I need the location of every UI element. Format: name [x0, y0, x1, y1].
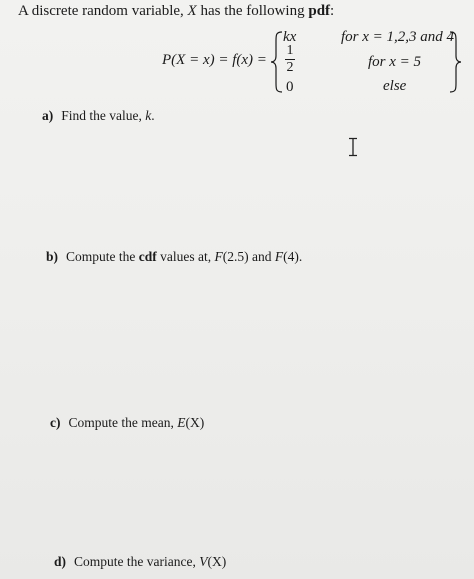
- question-d-arg: (X): [207, 554, 227, 569]
- question-d-math: V: [199, 554, 208, 569]
- question-b-mid: and: [248, 249, 275, 264]
- question-b-arg2: (4): [283, 249, 299, 264]
- pdf-equation-lhs: [162, 52, 267, 69]
- intro-variable: X: [187, 3, 197, 19]
- case-value-kx: kx: [283, 29, 297, 45]
- case-value-zero: 0: [286, 79, 294, 95]
- case-condition-1: for x = 1,2,3 and 4: [341, 29, 455, 45]
- question-b-label: b): [46, 249, 59, 264]
- left-brace: [270, 31, 284, 93]
- question-a-text: Find the value,: [61, 108, 146, 123]
- question-a-math: k: [145, 108, 152, 123]
- question-b: [46, 249, 302, 265]
- question-d-label: d): [54, 554, 67, 569]
- question-c-arg: (X): [185, 415, 205, 430]
- intro-prefix: A discrete random variable,: [18, 3, 184, 19]
- case-condition-3: else: [383, 78, 407, 94]
- question-a-tail: .: [151, 108, 155, 123]
- question-a-label: a): [42, 108, 54, 123]
- question-c-label: c): [50, 415, 61, 430]
- fraction-denominator: 2: [286, 60, 294, 75]
- text-cursor-icon: [347, 137, 359, 157]
- fraction-numerator: 1: [286, 43, 294, 58]
- question-c: [50, 415, 204, 431]
- question-d: [54, 554, 226, 570]
- question-d-text: Compute the variance,: [74, 554, 200, 569]
- question-c-math: E: [177, 415, 186, 430]
- question-b-math1: F: [214, 249, 223, 264]
- question-b-arg1: (2.5): [222, 249, 249, 264]
- intro-suffix: :: [330, 3, 335, 19]
- question-b-cdf: cdf: [138, 249, 157, 264]
- question-b-math2: F: [274, 249, 284, 264]
- problem-intro: [18, 3, 334, 20]
- pdf-lhs-text: P(X = x) = f(x) =: [162, 52, 267, 68]
- question-a: [42, 108, 155, 124]
- intro-pdf-term: pdf: [308, 3, 331, 19]
- question-b-pre: Compute the: [66, 249, 139, 264]
- case-value-fraction: [283, 43, 297, 75]
- intro-middle: has the following: [200, 3, 305, 19]
- question-b-tail: .: [298, 249, 303, 264]
- question-c-text: Compute the mean,: [68, 415, 178, 430]
- case-condition-2: for x = 5: [368, 54, 422, 70]
- question-b-text: values at,: [156, 249, 215, 264]
